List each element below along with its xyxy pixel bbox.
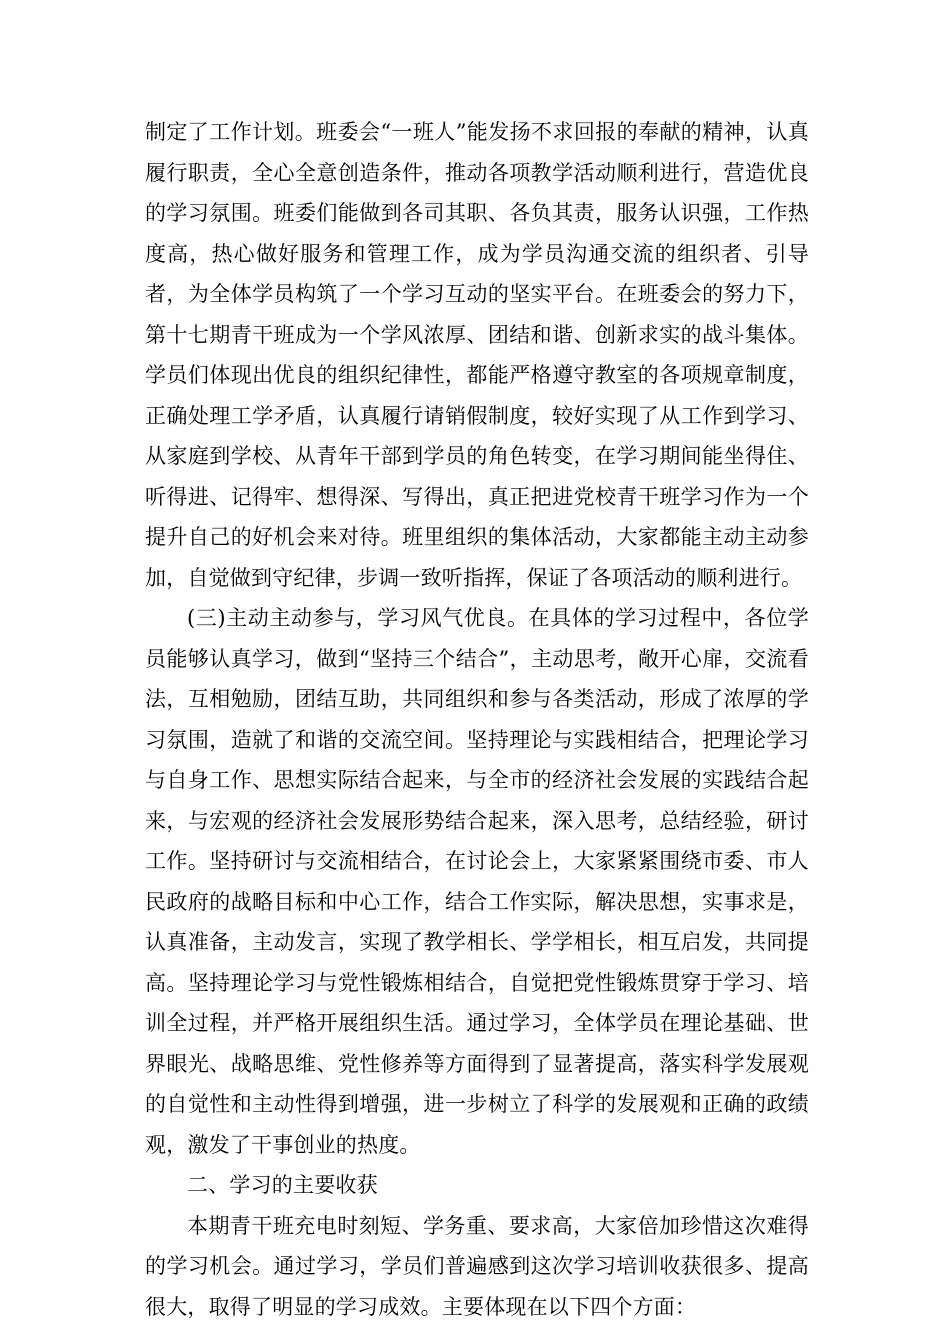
section-heading-main-gains: 二、学习的主要收获 — [145, 1165, 809, 1206]
document-body — [145, 112, 809, 1327]
paragraph-class-committee: 制定了工作计划。班委会“一班人”能发扬不求回报的奉献的精神，认真履行职责，全心全意创造条件，推动各项教学活动顺利进行，营造优良的学习氛围。班委们能做到各司其职、各负其责，服务认识强，工作热度高，热心做好服务和管理工作，成为学员沟通交流的组织者、引导者，为全体学员构筑了一个学习互动的坚实平台。在班委会的努力下，第十七期青干班成为一个学风浓厚、团结和谐、创新求实的战斗集体。学员们体现出优良的组织纪律性，都能严格遵守教室的各项规章制度，正确处理工学矛盾，认真履行请销假制度，较好实现了从工作到学习、从家庭到学校、从青年干部到学员的角色转变，在学习期间能坐得住、听得进、记得牢、想得深、写得出，真正把进党校青干班学习作为一个提升自己的好机会来对待。班里组织的集体活动，大家都能主动主动参加，自觉做到守纪律，步调一致听指挥，保证了各项活动的顺利进行。 — [145, 112, 809, 598]
paragraph-main-gains-intro: 本期青干班充电时刻短、学务重、要求高，大家倍加珍惜这次难得的学习机会。通过学习，学员们普遍感到这次学习培训收获很多、提高很大，取得了明显的学习成效。主要体现在以下四个方面： — [145, 1206, 809, 1327]
paragraph-active-participation: (三)主动主动参与，学习风气优良。在具体的学习过程中，各位学员能够认真学习，做到“坚持三个结合”，主动思考，敞开心扉，交流看法，互相勉励，团结互助，共同组织和参与各类活动，形成了浓厚的学习氛围，造就了和谐的交流空间。坚持理论与实践相结合，把理论学习与自身工作、思想实际结合起来，与全市的经济社会发展的实践结合起来，与宏观的经济社会发展形势结合起来，深入思考，总结经验，研讨工作。坚持研讨与交流相结合，在讨论会上，大家紧紧围绕市委、市人民政府的战略目标和中心工作，结合工作实际，解决思想，实事求是，认真准备，主动发言，实现了教学相长、学学相长，相互启发，共同提高。坚持理论学习与党性锻炼相结合，自觉把党性锻炼贯穿于学习、培训全过程，并严格开展组织生活。通过学习，全体学员在理论基础、世界眼光、战略思维、党性修养等方面得到了显著提高，落实科学发展观的自觉性和主动性得到增强，进一步树立了科学的发展观和正确的政绩观，激发了干事创业的热度。 — [145, 598, 809, 1165]
